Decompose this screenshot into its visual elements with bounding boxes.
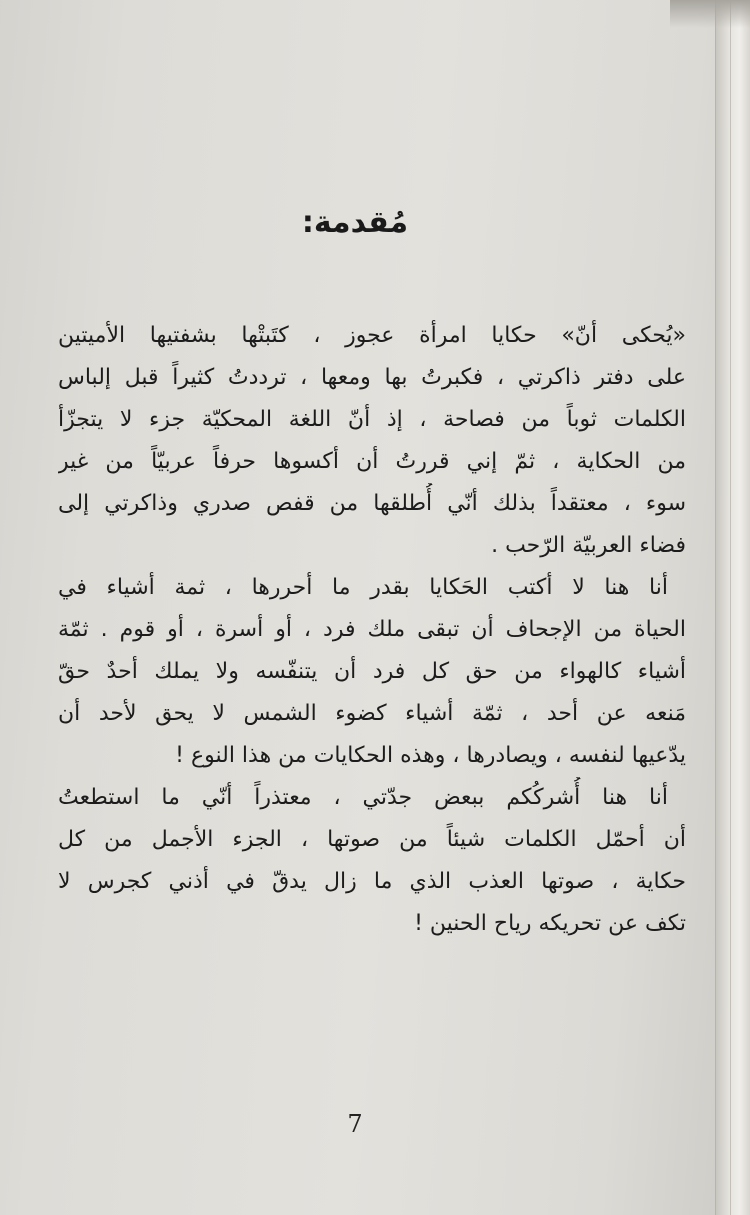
- background-corner: [670, 0, 750, 28]
- text-line-6: فضاء العربيّة الرّحب .: [491, 533, 686, 558]
- text-line-13: أن أحمّل الكلمات شيئاً من صوتها ، الجزء الأجمل من كل: [58, 827, 686, 852]
- text-line-8: الحياة من الإجحاف أن تبقى ملك فرد ، أو أسرة ، أو قوم . ثمّة: [58, 617, 686, 642]
- text-line-2: على دفتر ذاكرتي ، فكبرتُ بها ومعها ، ترددتُ كثيراً قبل إلباس: [58, 365, 686, 390]
- text-line-15: تكف عن تحريكه رياح الحنين !: [414, 911, 686, 936]
- body-text: [58, 315, 686, 945]
- next-page-edge: [715, 0, 750, 1215]
- page-number: 7: [347, 1110, 363, 1138]
- text-line-5: سوء ، معتقداً بذلك أنّي أُطلقها من قفص صدري وذاكرتي إلى: [58, 491, 686, 516]
- page-title: مُقدمة:: [301, 205, 409, 240]
- text-line-11: يدّعيها لنفسه ، ويصادرها ، وهذه الحكايات من هذا النوع !: [175, 743, 686, 768]
- text-line-10: مَنعه عن أحد ، ثمّة أشياء كضوء الشمس لا يحق لأحد أن: [58, 701, 686, 726]
- text-line-12: أنا هنا أُشركُكم ببعض جدّتي ، معتذراً أنّي ما استطعتُ: [58, 785, 668, 810]
- text-line-4: من الحكاية ، ثمّ إني قررتُ أن أكسوها حرفاً عربيّاً من غير: [58, 449, 686, 474]
- text-line-7: أنا هنا لا أكتب الحَكايا بقدر ما أحررها ، ثمة أشياء في: [58, 575, 668, 600]
- text-line-14: حكاية ، صوتها العذب الذي ما زال يدقّ في أذني كجرس لا: [58, 869, 686, 894]
- text-line-9: أشياء كالهواء من حق كل فرد أن يتنفّسه ولا يملك أحدٌ حقّ: [58, 659, 686, 684]
- text-line-1: «يُحكى أنّ» حكايا امرأة عجوز ، كتَبتْها بشفتيها الأميتين: [58, 323, 686, 348]
- text-line-3: الكلمات ثوباً من فصاحة ، إذ أنّ اللغة المحكيّة جزء لا يتجزّأ: [58, 407, 686, 432]
